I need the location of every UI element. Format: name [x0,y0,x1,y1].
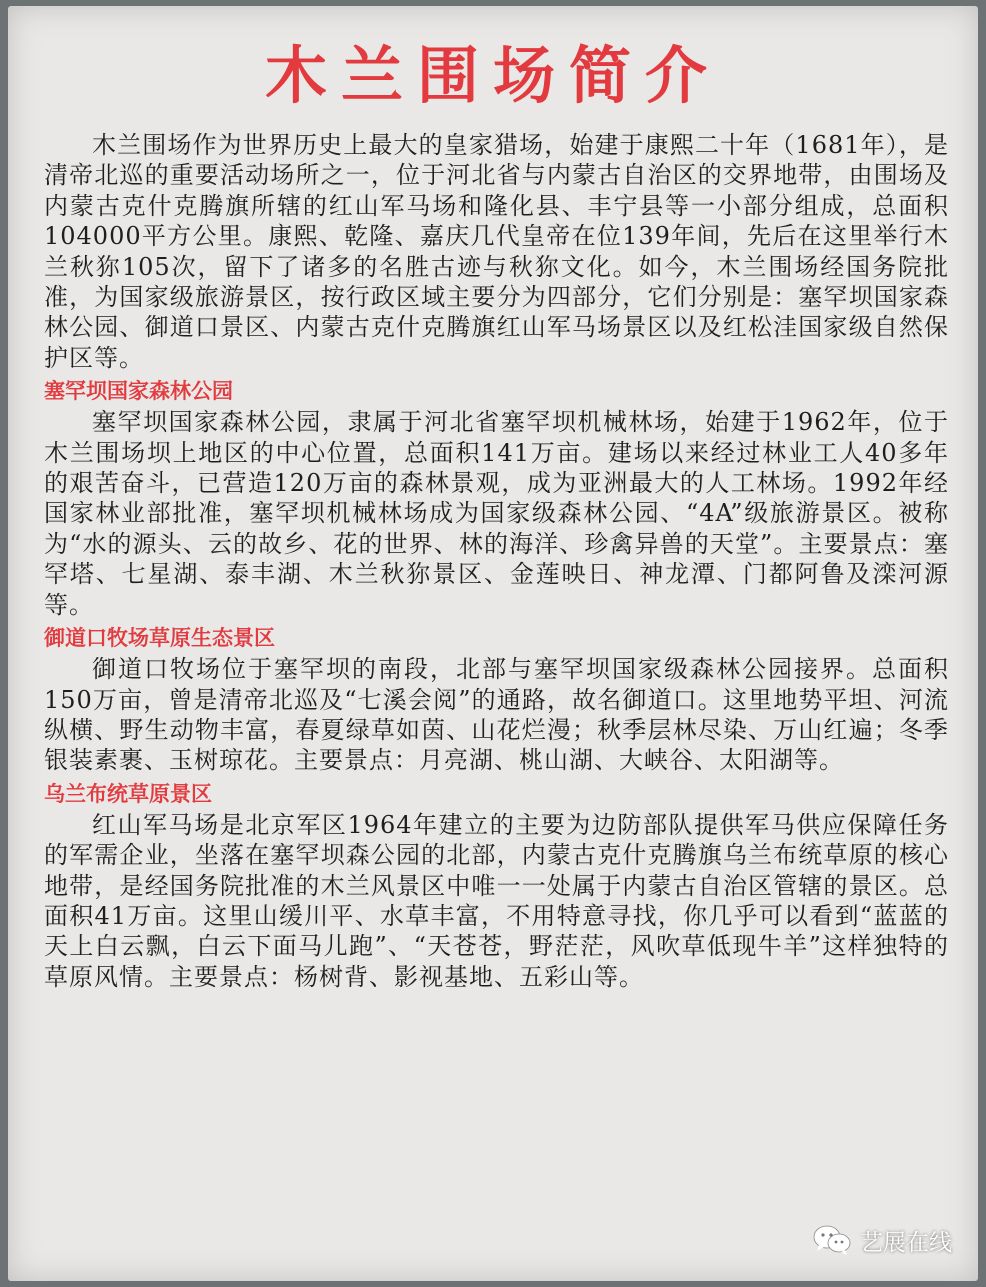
watermark-text: 艺展在线 [860,1229,952,1256]
board-content [44,130,949,992]
section-text-saihanba: 塞罕坝国家森林公园，隶属于河北省塞罕坝机械林场，始建于1962年，位于木兰围场坝上地区的中心位置，总面积141万亩。建场以来经过林业工人40多年的艰苦奋斗，已营造120万亩的森林景观，成为亚洲最大的人工林场。1992年经国家林业部批准，塞罕坝机械林场成为国家级森林公园、“4A”级旅游景区。被称为“水的源头、云的故乡、花的世界、林的海洋、珍禽异兽的天堂”。主要景点：塞罕塔、七星湖、泰丰湖、木兰秋狝景区、金莲映日、神龙潭、门都阿鲁及滦河源等。 [44,408,949,619]
page-title: 木兰围场简介 [264,39,721,112]
wechat-icon [812,1223,852,1257]
watermark [812,1223,952,1257]
section-heading-wulanbutong: 乌兰布统草原景区 [44,781,212,806]
section-text-wulanbutong: 红山军马场是北京军区1964年建立的主要为边防部队提供军马供应保障任务的军需企业，坐落在塞罕坝森公园的北部，内蒙古克什克腾旗乌兰布统草原的核心地带，是经国务院批准的木兰风景区中唯一一处属于内蒙古自治区管辖的景区。总面积41万亩。这里山缓川平、水草丰富，不用特意寻找，你几乎可以看到“蓝蓝的天上白云飘，白云下面马儿跑”、“天苍苍，野茫茫，风吹草低现牛羊”这样独特的草原风情。主要景点：杨树背、影视基地、五彩山等。 [44,810,949,991]
intro-paragraph: 木兰围场作为世界历史上最大的皇家猎场，始建于康熙二十年（1681年），是清帝北巡的重要活动场所之一，位于河北省与内蒙古自治区的交界地带，由围场及内蒙古克什克腾旗所辖的红山军马场和隆化县、丰宁县等一小部分组成，总面积104000平方公里。康熙、乾隆、嘉庆几代皇帝在位139年间，先后在这里举行木兰秋狝105次，留下了诸多的名胜古迹与秋狝文化。如今，木兰围场经国务院批准，为国家级旅游景区，按行政区域主要分为四部分，它们分别是：塞罕坝国家森林公园、御道口景区、内蒙古克什克腾旗红山军马场景区以及红松洼国家级自然保护区等。 [44,131,949,372]
section-text-yudaokou: 御道口牧场位于塞罕坝的南段，北部与塞罕坝国家级森林公园接界。总面积150万亩，曾是清帝北巡及“七溪会阅”的通路，故名御道口。这里地势平坦、河流纵横、野生动物丰富，春夏绿草如茵、山花烂漫；秋季层林尽染、万山红遍；冬季银装素裹、玉树琼花。主要景点：月亮湖、桃山湖、大峡谷、太阳湖等。 [44,655,949,775]
section-heading-yudaokou: 御道口牧场草原生态景区 [44,626,275,651]
section-heading-saihanba: 塞罕坝国家森林公园 [44,379,233,404]
